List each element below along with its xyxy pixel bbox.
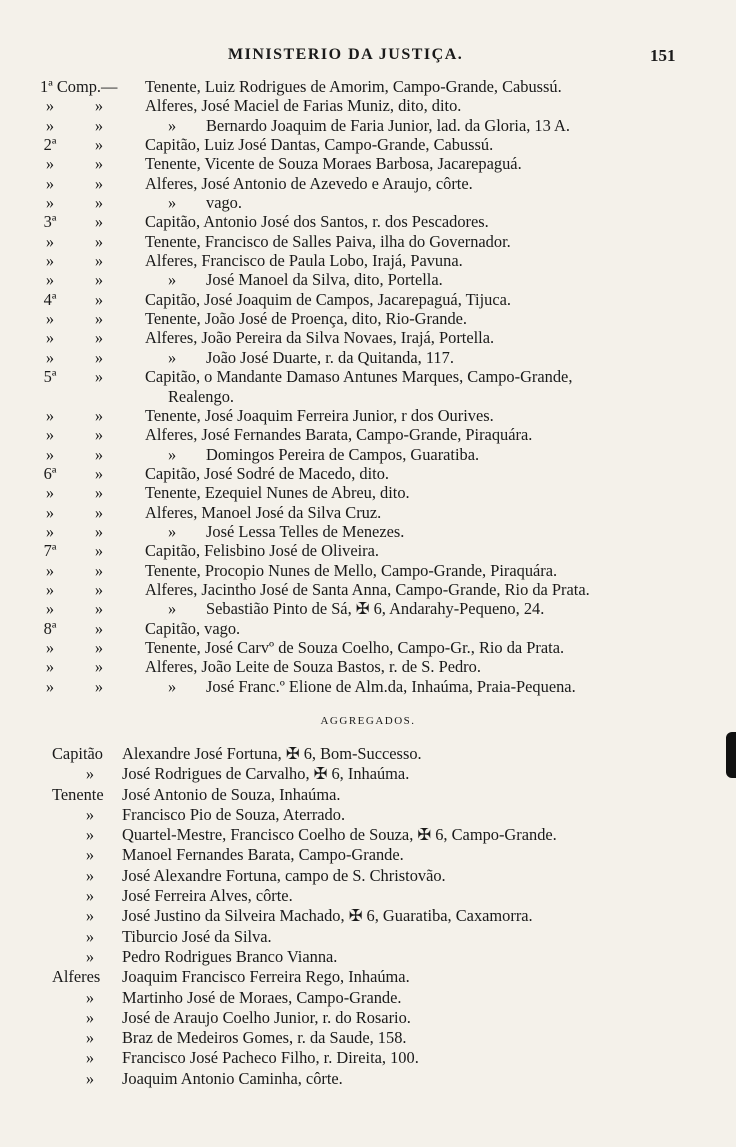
company-cell: » — [45, 676, 55, 696]
aggregado-row — [0, 805, 736, 825]
ditto-cell: » — [94, 463, 104, 483]
aggregado-row — [0, 1048, 736, 1068]
company-cell: » — [45, 328, 55, 348]
section-title-aggregados: AGGREGADOS. — [320, 715, 416, 727]
officer-text: Sebastião Pinto de Sá, ✠ 6, Andarahy-Pequeno, 24. — [206, 599, 545, 619]
officer-row — [0, 619, 736, 638]
ditto-mark: » — [85, 865, 95, 885]
officer-text: Tenente, Francisco de Salles Paiva, ilha do Governador. — [145, 231, 511, 251]
officer-entry — [145, 638, 564, 657]
officer-row — [0, 77, 736, 96]
page-header — [0, 46, 736, 68]
company-cell: 4ª — [43, 289, 57, 309]
ditto-cell: » — [94, 135, 104, 155]
ditto-cell: » — [94, 367, 104, 387]
officer-entry — [168, 599, 544, 618]
ditto-cell: » — [94, 483, 104, 503]
ditto-mark: » — [168, 676, 177, 696]
aggregado-entry: Francisco Pio de Souza, Aterrado. — [122, 804, 346, 824]
ditto-mark: » — [85, 1028, 95, 1048]
ditto-mark: » — [85, 825, 95, 845]
company-cell: » — [45, 560, 55, 580]
officer-text: Capitão, José Sodré de Macedo, dito. — [145, 463, 389, 483]
officer-text: José Franc.º Elione de Alm.da, Inhaúma, Praia-Pequena. — [206, 676, 576, 696]
officer-entry — [145, 309, 467, 328]
officer-row — [0, 270, 736, 289]
officer-text: Capitão, José Joaquim de Campos, Jacarepaguá, Tijuca. — [145, 289, 511, 309]
officer-entry — [145, 580, 590, 599]
aggregado-row — [0, 744, 736, 764]
company-cell: 5ª — [43, 367, 57, 387]
aggregado-entry: Tiburcio José da Silva. — [122, 926, 272, 946]
ditto-mark: » — [85, 1007, 95, 1027]
officer-entry — [145, 503, 381, 522]
company-cell: » — [45, 154, 55, 174]
officer-row — [0, 387, 736, 406]
officer-row — [0, 445, 736, 464]
page-number: 151 — [650, 46, 676, 65]
ditto-cell: » — [94, 173, 104, 193]
officer-text: Capitão, Antonio José dos Santos, r. dos Pescadores. — [145, 212, 489, 232]
officer-text: Alferes, Jacintho José de Santa Anna, Campo-Grande, Rio da Prata. — [145, 579, 590, 599]
company-cell: » — [45, 521, 55, 541]
officer-entry — [145, 367, 572, 386]
ditto-mark: » — [168, 347, 177, 367]
ditto-mark: » — [85, 764, 95, 784]
company-cell: » — [45, 444, 55, 464]
ditto-cell: » — [94, 289, 104, 309]
aggregado-entry: José de Araujo Coelho Junior, r. do Rosario. — [122, 1007, 411, 1027]
officer-text: Capitão, vago. — [145, 618, 241, 638]
ditto-cell: » — [94, 212, 104, 232]
officer-entry — [145, 154, 522, 173]
officer-entry — [145, 619, 240, 638]
officer-text: Alferes, Manoel José da Silva Cruz. — [145, 502, 382, 522]
ditto-mark: » — [168, 521, 177, 541]
company-cell: » — [45, 270, 55, 290]
company-cell: 7ª — [43, 541, 57, 561]
ditto-mark: » — [168, 270, 177, 290]
company-cell: 2ª — [43, 135, 57, 155]
company-cell: » — [45, 96, 55, 116]
officer-entry — [168, 387, 234, 406]
aggregado-row — [0, 967, 736, 987]
officer-entry — [168, 116, 570, 135]
company-cell: 8ª — [43, 618, 57, 638]
company-cell: » — [45, 599, 55, 619]
ditto-cell: » — [94, 270, 104, 290]
officer-entry — [168, 445, 479, 464]
ditto-cell: » — [94, 521, 104, 541]
company-cell: 6ª — [43, 463, 57, 483]
aggregado-entry: Joaquim Antonio Caminha, côrte. — [122, 1068, 343, 1088]
officer-entry — [168, 348, 454, 367]
officer-text: Realengo. — [168, 386, 234, 406]
officer-row — [0, 638, 736, 657]
ditto-cell: » — [94, 579, 104, 599]
officer-text: Capitão, Luiz José Dantas, Campo-Grande, Cabussú. — [145, 135, 494, 155]
officer-row — [0, 483, 736, 502]
aggregado-entry: Joaquim Francisco Ferreira Rego, Inhaúma. — [122, 967, 410, 987]
officer-row — [0, 193, 736, 212]
ditto-mark: » — [85, 804, 95, 824]
company-cell: » — [45, 425, 55, 445]
aggregado-entry: Pedro Rodrigues Branco Vianna. — [122, 946, 338, 966]
officer-entry — [145, 406, 494, 425]
ditto-cell: » — [94, 309, 104, 329]
ditto-cell: » — [94, 96, 104, 116]
aggregado-entry: Quartel-Mestre, Francisco Coelho de Souza, ✠ 6, Campo-Grande. — [122, 825, 557, 845]
page-title: MINISTERIO DA JUSTIÇA. — [228, 46, 464, 63]
page-edge-mark — [726, 732, 736, 778]
ditto-cell: » — [94, 115, 104, 135]
aggregado-entry: José Justino da Silveira Machado, ✠ 6, Guaratiba, Caxamorra. — [122, 906, 533, 926]
officer-row — [0, 425, 736, 444]
officer-row — [0, 328, 736, 347]
officer-text: Tenente, Luiz Rodrigues de Amorim, Campo-Grande, Cabussú. — [145, 77, 562, 96]
officer-text: Tenente, João José de Proença, dito, Rio-Grande. — [145, 309, 468, 329]
officer-entry — [145, 174, 473, 193]
aggregado-row — [0, 825, 736, 845]
ditto-cell: » — [94, 541, 104, 561]
ditto-mark: » — [85, 886, 95, 906]
company-cell: » — [45, 637, 55, 657]
officer-entry — [145, 657, 481, 676]
ditto-mark: » — [168, 193, 177, 213]
company-cell: » — [45, 483, 55, 503]
officer-row — [0, 348, 736, 367]
officer-text: José Manoel da Silva, dito, Portella. — [206, 270, 443, 290]
officer-row — [0, 541, 736, 560]
company-cell: » — [45, 251, 55, 271]
rank-label: Capitão — [52, 744, 103, 763]
ditto-mark: » — [85, 946, 95, 966]
aggregado-entry: Martinho José de Moraes, Campo-Grande. — [122, 987, 402, 1007]
ditto-mark: » — [168, 115, 177, 135]
ditto-mark: » — [85, 987, 95, 1007]
company-officers-list — [0, 77, 736, 696]
ditto-cell: » — [94, 231, 104, 251]
company-cell: » — [45, 657, 55, 677]
rank-label: Tenente — [52, 784, 104, 804]
officer-entry — [145, 425, 532, 444]
officer-text: Tenente, José Joaquim Ferreira Junior, r dos Ourives. — [145, 405, 494, 425]
officer-row — [0, 580, 736, 599]
officer-entry — [145, 290, 511, 309]
aggregado-row — [0, 947, 736, 967]
officer-row — [0, 503, 736, 522]
ditto-mark: » — [168, 444, 177, 464]
officer-text: Capitão, Felisbino José de Oliveira. — [145, 541, 379, 561]
officer-row — [0, 367, 736, 386]
officer-entry — [145, 232, 511, 251]
ditto-cell: » — [94, 618, 104, 638]
rank-label: Alferes — [52, 967, 101, 987]
officer-row — [0, 251, 736, 270]
ditto-mark: » — [85, 1068, 95, 1088]
ditto-mark: » — [85, 845, 95, 865]
aggregado-row — [0, 1008, 736, 1028]
aggregado-entry: Alexandre José Fortuna, ✠ 6, Bom-Successo. — [122, 744, 422, 763]
aggregado-row — [0, 764, 736, 784]
aggregado-row — [0, 988, 736, 1008]
officer-text: Bernardo Joaquim de Faria Junior, lad. da Gloria, 13 A. — [206, 115, 570, 135]
aggregado-row — [0, 1028, 736, 1048]
company-cell: » — [45, 502, 55, 522]
officer-text: Tenente, Ezequiel Nunes de Abreu, dito. — [145, 483, 410, 503]
officer-entry — [145, 483, 410, 502]
company-cell: » — [45, 347, 55, 367]
aggregado-entry: José Ferreira Alves, côrte. — [122, 886, 293, 906]
aggregado-entry: Braz de Medeiros Gomes, r. da Saude, 158. — [122, 1028, 407, 1048]
officer-entry — [168, 270, 443, 289]
aggregado-row — [0, 845, 736, 865]
officer-text: Capitão, o Mandante Damaso Antunes Marques, Campo-Grande, — [145, 367, 573, 387]
company-cell: 1ª Comp.— — [40, 77, 118, 96]
officer-entry — [145, 135, 493, 154]
officer-text: Alferes, Francisco de Paula Lobo, Irajá, Pavuna. — [145, 251, 463, 271]
officer-row — [0, 464, 736, 483]
officer-text: Alferes, José Fernandes Barata, Campo-Grande, Piraquára. — [145, 425, 533, 445]
officer-row — [0, 522, 736, 541]
officer-text: Tenente, Procopio Nunes de Mello, Campo-Grande, Piraquára. — [145, 560, 558, 580]
officer-row — [0, 657, 736, 676]
officer-entry — [145, 212, 489, 231]
officer-row — [0, 116, 736, 135]
company-cell: 3ª — [43, 212, 57, 232]
officer-row — [0, 232, 736, 251]
officer-entry — [145, 328, 494, 347]
officer-row — [0, 135, 736, 154]
officer-entry — [145, 464, 389, 483]
officer-row — [0, 561, 736, 580]
officer-entry — [168, 193, 242, 212]
officer-text: Domingos Pereira de Campos, Guaratiba. — [206, 444, 480, 464]
officer-text: Alferes, João Pereira da Silva Novaes, Irajá, Portella. — [145, 328, 495, 348]
ditto-cell: » — [94, 560, 104, 580]
ditto-cell: » — [94, 676, 104, 696]
officer-text: Alferes, José Maciel de Farias Muniz, dito, dito. — [145, 96, 462, 116]
aggregado-row — [0, 1069, 736, 1089]
ditto-cell: » — [94, 328, 104, 348]
aggregado-row — [0, 906, 736, 926]
officer-text: José Lessa Telles de Menezes. — [206, 521, 405, 541]
ditto-cell: » — [94, 425, 104, 445]
ditto-cell: » — [94, 444, 104, 464]
aggregado-row — [0, 886, 736, 906]
officer-row — [0, 406, 736, 425]
ditto-cell: » — [94, 657, 104, 677]
aggregado-row — [0, 785, 736, 805]
aggregado-entry: José Antonio de Souza, Inhaúma. — [122, 784, 341, 804]
officer-entry — [145, 561, 557, 580]
company-cell: » — [45, 173, 55, 193]
officer-entry — [168, 522, 404, 541]
officer-entry — [145, 541, 379, 560]
officer-entry — [145, 77, 562, 96]
officer-row — [0, 309, 736, 328]
company-cell: » — [45, 405, 55, 425]
officer-row — [0, 174, 736, 193]
officer-text: Alferes, José Antonio de Azevedo e Araujo, côrte. — [145, 173, 473, 193]
ditto-cell: » — [94, 347, 104, 367]
officer-text: João José Duarte, r. da Quitanda, 117. — [206, 347, 454, 367]
ditto-cell: » — [94, 405, 104, 425]
ditto-mark: » — [168, 599, 177, 619]
ditto-cell: » — [94, 251, 104, 271]
company-cell: » — [45, 115, 55, 135]
company-cell: » — [45, 193, 55, 213]
ditto-mark: » — [85, 906, 95, 926]
company-cell: » — [45, 579, 55, 599]
officer-row — [0, 677, 736, 696]
officer-row — [0, 212, 736, 231]
ditto-mark: » — [85, 1048, 95, 1068]
ditto-cell: » — [94, 502, 104, 522]
aggregado-row — [0, 866, 736, 886]
officer-entry — [145, 96, 461, 115]
aggregados-list — [0, 744, 736, 1089]
aggregado-row — [0, 927, 736, 947]
officer-text: vago. — [206, 193, 242, 213]
officer-text: Tenente, José Carvº de Souza Coelho, Campo-Gr., Rio da Prata. — [145, 637, 565, 657]
ditto-mark: » — [85, 926, 95, 946]
officer-row — [0, 154, 736, 173]
officer-text: Tenente, Vicente de Souza Moraes Barbosa, Jacarepaguá. — [145, 154, 522, 174]
ditto-cell: » — [94, 154, 104, 174]
officer-entry — [145, 251, 463, 270]
aggregado-entry: Francisco José Pacheco Filho, r. Direita, 100. — [122, 1048, 419, 1068]
officer-row — [0, 290, 736, 309]
company-cell: » — [45, 309, 55, 329]
ditto-cell: » — [94, 193, 104, 213]
officer-entry — [168, 677, 576, 696]
aggregado-entry: José Alexandre Fortuna, campo de S. Christovão. — [122, 865, 446, 885]
ditto-cell: » — [94, 637, 104, 657]
officer-text: Alferes, João Leite de Souza Bastos, r. de S. Pedro. — [145, 657, 481, 677]
officer-row — [0, 599, 736, 618]
officer-row — [0, 96, 736, 115]
ditto-cell: » — [94, 599, 104, 619]
company-cell: » — [45, 231, 55, 251]
aggregado-entry: Manoel Fernandes Barata, Campo-Grande. — [122, 845, 404, 865]
aggregado-entry: José Rodrigues de Carvalho, ✠ 6, Inhaúma. — [122, 764, 410, 784]
